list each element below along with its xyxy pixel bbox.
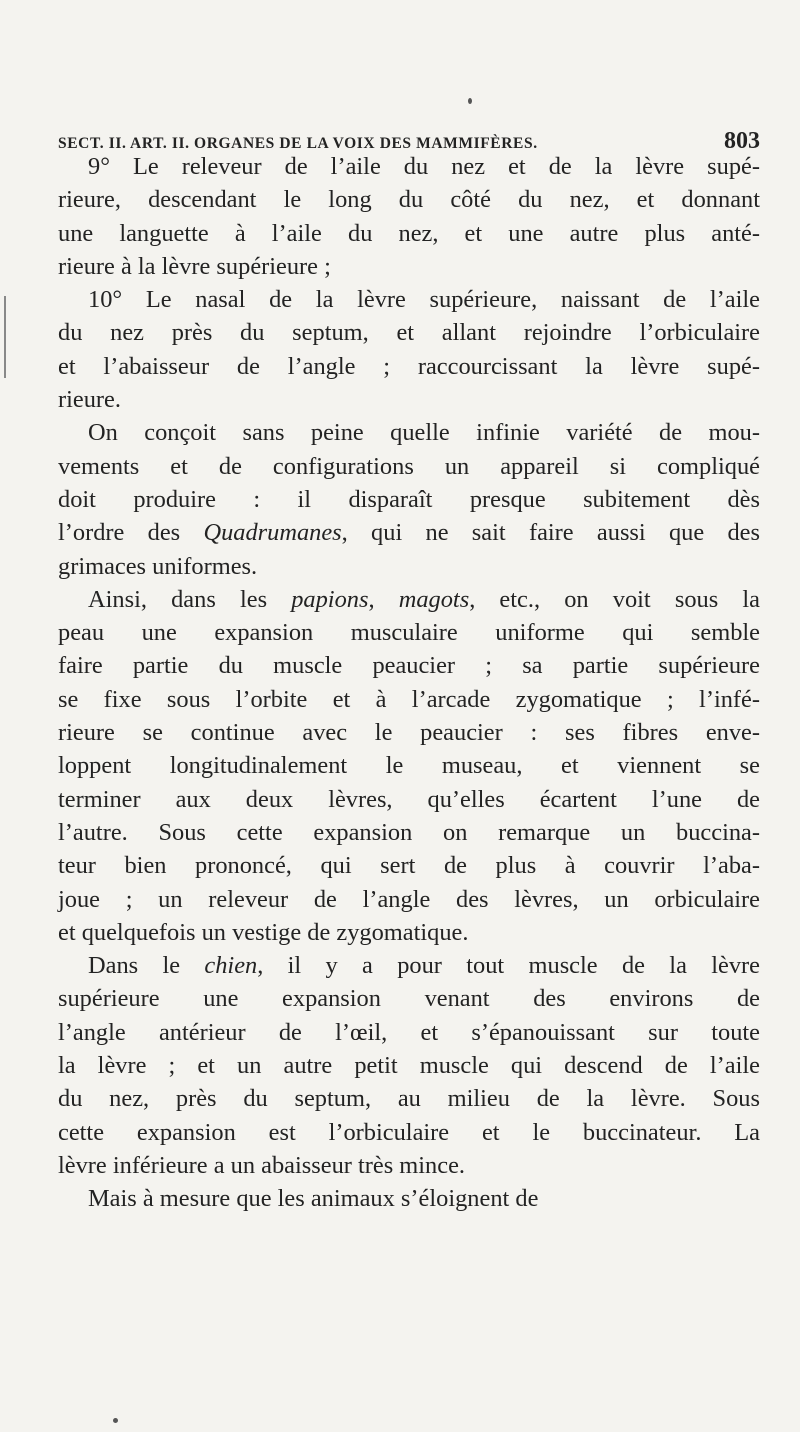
print-speck [113, 1418, 118, 1423]
text-line [58, 183, 760, 216]
text-line [58, 916, 760, 949]
running-head: SECT. II. ART. II. ORGANES DE LA VOIX DES MAMMIFÈRES. [58, 135, 538, 152]
text-line [58, 783, 760, 816]
text-line [58, 982, 760, 1015]
text-line [58, 1082, 760, 1115]
text-segment: On conçoit sans peine quelle infinie variété de mou- [88, 419, 760, 447]
text-segment: du nez, près du septum, au milieu de la lèvre. Sous [58, 1085, 760, 1113]
text-line [58, 483, 760, 516]
text-line [58, 450, 760, 483]
italic-term: magots [398, 585, 470, 613]
text-line [58, 816, 760, 849]
italic-term: Quadrumanes [203, 519, 342, 547]
text-segment: Dans le [88, 952, 205, 980]
text-segment: , qui ne sait faire aussi que des [341, 519, 760, 547]
text-segment: rieure, descendant le long du côté du nez, et donnant [58, 186, 760, 214]
text-line [58, 550, 760, 583]
text-line [58, 283, 760, 316]
text-line [58, 416, 760, 449]
text-segment: 9° Le releveur de l’aile du nez et de la lèvre supé- [88, 153, 760, 180]
text-line [58, 150, 760, 183]
text-line [58, 616, 760, 649]
text-line [58, 516, 760, 549]
text-line [58, 949, 760, 982]
text-segment: terminer aux deux lèvres, qu’elles écartent l’une de [58, 785, 760, 813]
text-segment: supérieure une expansion venant des environs de [58, 985, 760, 1013]
text-segment: la lèvre ; et un autre petit muscle qui descend de l’aile [58, 1052, 760, 1080]
text-segment: teur bien prononcé, qui sert de plus à couvrir l’aba- [58, 852, 760, 880]
text-line [58, 250, 760, 283]
text-segment: cette expansion est l’orbiculaire et le buccinateur. La [58, 1118, 760, 1146]
text-segment: l’autre. Sous cette expansion on remarque un buccina- [58, 818, 760, 846]
text-line [58, 649, 760, 682]
text-segment: grimaces uniformes. [58, 552, 258, 580]
italic-term: chien [204, 952, 258, 980]
text-segment: faire partie du muscle peaucier ; sa partie supérieure [58, 652, 760, 680]
text-segment: rieure à la lèvre supérieure ; [58, 252, 331, 280]
print-speck [468, 98, 472, 104]
page-number: 803 [724, 128, 760, 154]
text-line [58, 583, 760, 616]
text-segment: l’angle antérieur de l’œil, et s’épanouissant sur toute [58, 1018, 760, 1046]
text-segment: et l’abaisseur de l’angle ; raccourcissant la lèvre supé- [58, 352, 760, 380]
text-segment: 10° Le nasal de la lèvre supérieure, naissant de l’aile [88, 286, 760, 314]
text-segment: et quelquefois un vestige de zygomatique. [58, 918, 469, 946]
text-line [58, 749, 760, 782]
text-line [58, 1149, 760, 1182]
text-line [58, 849, 760, 882]
paragraph [58, 150, 760, 283]
text-segment: vements et de configurations un appareil si compliqué [58, 452, 760, 480]
text-segment: se fixe sous l’orbite et à l’arcade zygomatique ; l’infé- [58, 685, 760, 713]
text-line [58, 1182, 760, 1215]
paragraph [58, 949, 760, 1182]
text-line [58, 350, 760, 383]
text-line [58, 1116, 760, 1149]
text-segment: loppent longitudinalement le museau, et viennent se [58, 752, 760, 780]
paragraph [58, 583, 760, 949]
text-line [58, 716, 760, 749]
paragraph [58, 416, 760, 582]
text-line [58, 217, 760, 250]
text-segment: , etc., on voit sous la [469, 585, 760, 613]
text-segment: lèvre inférieure a un abaisseur très mince. [58, 1151, 465, 1179]
text-segment: Mais à mesure que les animaux s’éloignent de [88, 1185, 539, 1213]
text-line [58, 383, 760, 416]
paragraph [58, 283, 760, 416]
body-text [58, 150, 760, 1216]
text-segment: peau une expansion musculaire uniforme qui semble [58, 619, 760, 647]
text-line [58, 883, 760, 916]
text-segment: joue ; un releveur de l’angle des lèvres, un orbiculaire [58, 885, 760, 913]
text-segment: une languette à l’aile du nez, et une autre plus anté- [58, 219, 760, 247]
text-line [58, 1049, 760, 1082]
margin-mark [4, 296, 6, 378]
text-line [58, 1016, 760, 1049]
text-segment: l’ordre des [58, 519, 204, 547]
text-segment: Ainsi, dans les [88, 585, 292, 613]
text-segment: rieure se continue avec le peaucier : ses fibres enve- [58, 719, 760, 747]
text-line [58, 683, 760, 716]
text-segment: du nez près du septum, et allant rejoindre l’orbiculaire [58, 319, 760, 347]
text-segment: , il y a pour tout muscle de la lèvre [257, 952, 760, 980]
text-segment: rieure. [58, 386, 121, 414]
text-line [58, 316, 760, 349]
paragraph [58, 1182, 760, 1215]
text-segment: , [368, 585, 399, 613]
text-segment: doit produire : il disparaît presque subitement dès [58, 485, 760, 513]
italic-term: papions [291, 585, 369, 613]
